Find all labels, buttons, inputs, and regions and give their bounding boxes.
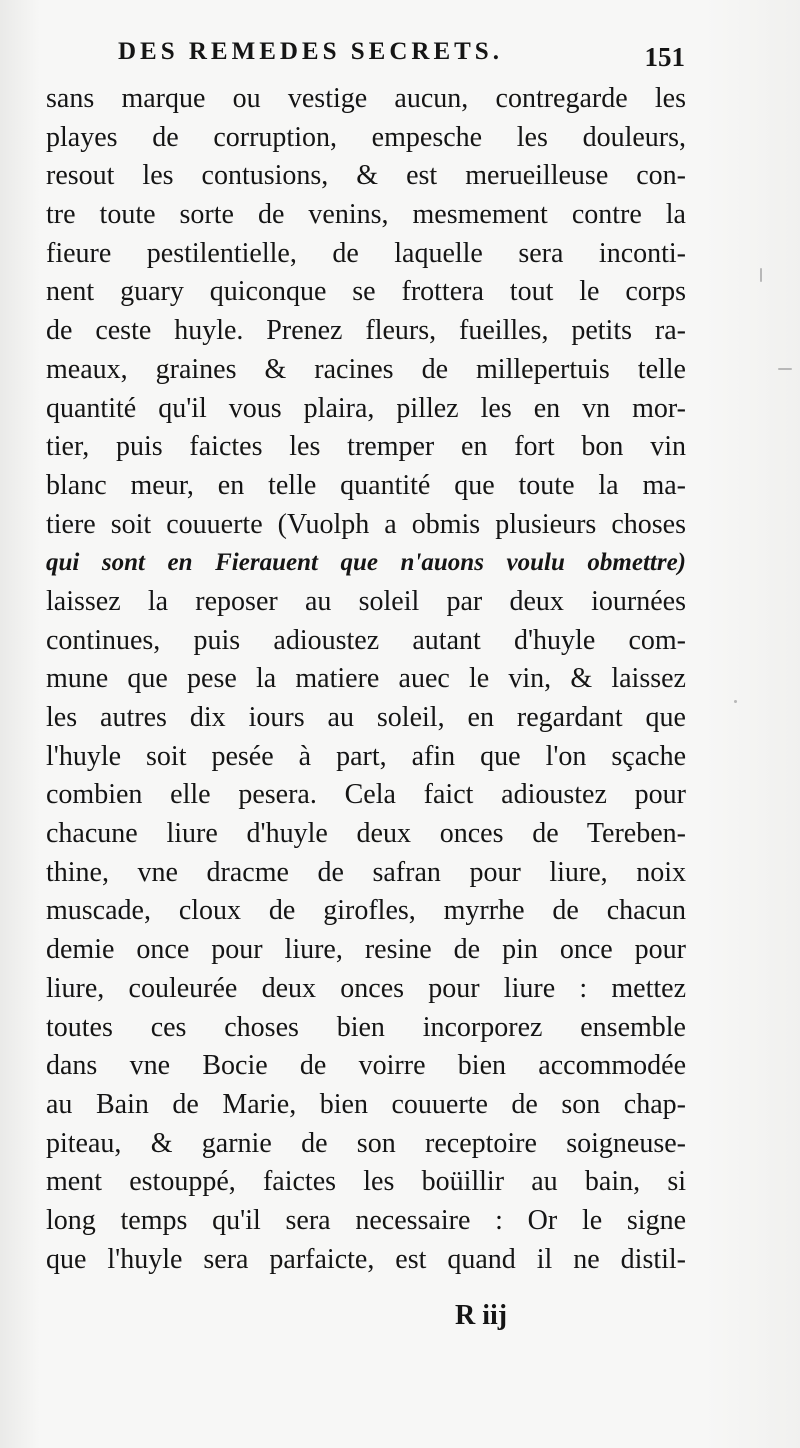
text-line: thine, vne dracme de safran pour liure, noix <box>46 856 686 888</box>
page-number: 151 <box>644 42 685 72</box>
text-line: muscade, cloux de girofles, myrrhe de chacun <box>46 895 686 927</box>
page-edge-shadow <box>705 0 800 1448</box>
text-line: meaux, graines & racines de millepertuis telle <box>46 353 686 385</box>
text-line: dans vne Bocie de voirre bien accommodée <box>46 1050 686 1082</box>
text-line: les autres dix iours au soleil, en regardant que <box>46 702 686 733</box>
text-line: tiere soit couuerte (Vuolph a obmis plusieurs choses <box>46 508 686 540</box>
body-text <box>46 80 686 1279</box>
text-line: liure, couleurée deux onces pour liure : mettez <box>46 972 686 1004</box>
text-line: playes de corruption, empesche les douleurs, <box>46 121 686 153</box>
text-line: resout les contusions, & est merueilleuse con- <box>46 160 686 192</box>
text-line: nent guary quiconque se frottera tout le corps <box>46 276 686 308</box>
text-line: que l'huyle sera parfaicte, est quand il ne distil- <box>46 1243 686 1275</box>
text-line: ment estouppé, faictes les boüillir au bain, si <box>46 1166 686 1198</box>
text-line: l'huyle soit pesée à part, afin que l'on sçache <box>46 740 686 772</box>
text-line: de ceste huyle. Prenez fleurs, fueilles, petits ra- <box>46 315 686 347</box>
text-line: blanc meur, en telle quantité que toute la ma- <box>46 469 686 501</box>
text-line: long temps qu'il sera necessaire : Or le signe <box>46 1204 686 1236</box>
text-line: continues, puis adioustez autant d'huyle com- <box>46 624 686 656</box>
text-line: chacune liure d'huyle deux onces de Tereben- <box>46 818 686 850</box>
text-line: quantité qu'il vous plaira, pillez les en vn mor- <box>46 392 686 424</box>
text-line: fieure pestilentielle, de laquelle sera inconti- <box>46 237 686 269</box>
page-header <box>110 34 685 74</box>
text-line: tre toute sorte de venins, mesmement contre la <box>46 199 686 231</box>
paper-speck <box>760 268 762 282</box>
paper-speck <box>734 700 737 703</box>
gutter-shadow <box>0 0 40 1448</box>
text-line: combien elle pesera. Cela faict adioustez pour <box>46 779 686 811</box>
signature-mark: R iij <box>455 1300 508 1331</box>
text-line: au Bain de Marie, bien couuerte de son chap- <box>46 1088 686 1120</box>
text-line: tier, puis faictes les tremper en fort bon vin <box>46 431 686 463</box>
italic-note-line: qui sont en Fierauent que n'auons voulu obmettre) <box>46 549 686 577</box>
text-line: mune que pese la matiere auec le vin, & laissez <box>46 663 686 695</box>
text-line: toutes ces choses bien incorporez ensemble <box>46 1011 686 1043</box>
paper-speck <box>778 368 792 370</box>
text-line: sans marque ou vestige aucun, contregarde les <box>46 83 686 114</box>
running-title: DES REMEDES SECRETS. <box>118 38 503 65</box>
text-line: piteau, & garnie de son receptoire soigneuse- <box>46 1127 686 1159</box>
text-line: laissez la reposer au soleil par deux iournées <box>46 585 686 617</box>
text-line: demie once pour liure, resine de pin once pour <box>46 934 686 966</box>
